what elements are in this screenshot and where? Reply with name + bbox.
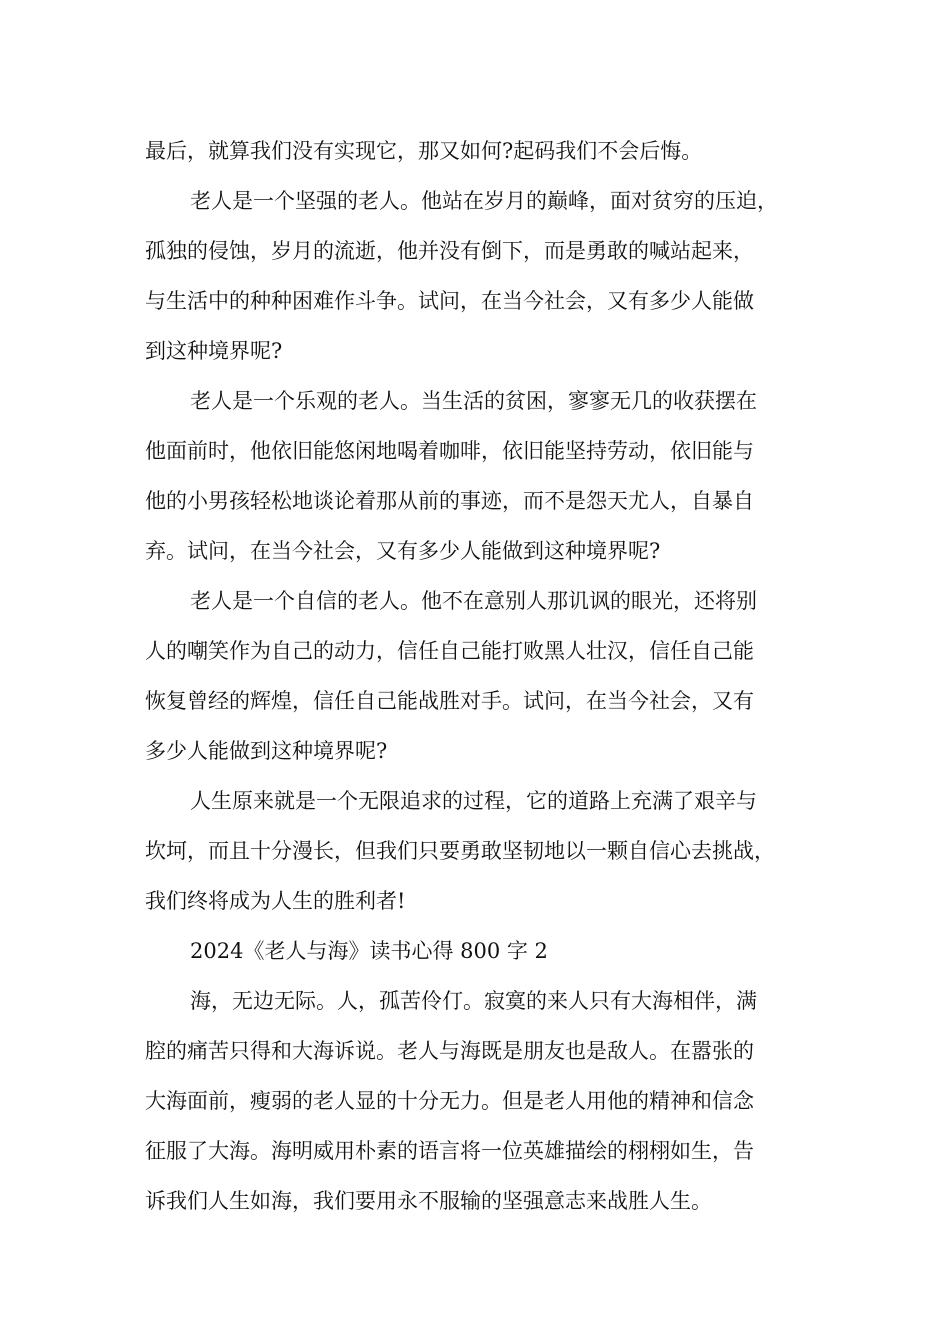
text-line: 我们终将成为人生的胜利者!	[145, 889, 406, 913]
section-heading: 2024《老人与海》读书心得 800 字 2	[190, 939, 548, 963]
paragraph-first-line: 老人是一个坚强的老人。他站在岁月的巅峰，面对贫穷的压迫，	[190, 189, 778, 213]
paragraph-first-line: 老人是一个自信的老人。他不在意别人那讥讽的眼光，还将别	[190, 589, 757, 613]
text-line: 多少人能做到这种境界呢?	[145, 739, 388, 763]
text-line: 坎坷，而且十分漫长，但我们只要勇敢坚韧地以一颗自信心去挑战，	[145, 839, 775, 863]
text-line: 恢复曾经的辉煌，信任自己能战胜对手。试问，在当今社会，又有	[145, 689, 754, 713]
paragraph-first-line: 海，无边无际。人，孤苦伶仃。寂寞的来人只有大海相伴，满	[190, 989, 757, 1013]
text-line: 他面前时，他依旧能悠闲地喝着咖啡，依旧能坚持劳动，依旧能与	[145, 439, 754, 463]
text-line: 孤独的侵蚀，岁月的流逝，他并没有倒下，而是勇敢的喊站起来，	[145, 239, 754, 263]
text-line: 人的嘲笑作为自己的动力，信任自己能打败黑人壮汉，信任自己能	[145, 639, 754, 663]
text-line: 最后，就算我们没有实现它，那又如何?起码我们不会后悔。	[145, 139, 703, 163]
text-line: 到这种境界呢?	[145, 339, 283, 363]
text-line: 他的小男孩轻松地谈论着那从前的事迹，而不是怨天尤人，自暴自	[145, 489, 754, 513]
text-line: 腔的痛苦只得和大海诉说。老人与海既是朋友也是敌人。在嚣张的	[145, 1039, 754, 1063]
text-line: 弃。试问，在当今社会，又有多少人能做到这种境界呢?	[145, 539, 661, 563]
paragraph-first-line: 人生原来就是一个无限追求的过程，它的道路上充满了艰辛与	[190, 789, 757, 813]
paragraph-first-line: 老人是一个乐观的老人。当生活的贫困，寥寥无几的收获摆在	[190, 389, 757, 413]
text-line: 与生活中的种种困难作斗争。试问，在当今社会，又有多少人能做	[145, 289, 754, 313]
text-line: 大海面前，瘦弱的老人显的十分无力。但是老人用他的精神和信念	[145, 1089, 754, 1113]
text-line: 征服了大海。海明威用朴素的语言将一位英雄描绘的栩栩如生，告	[145, 1139, 754, 1163]
text-line: 诉我们人生如海，我们要用永不服输的坚强意志来战胜人生。	[145, 1189, 712, 1213]
